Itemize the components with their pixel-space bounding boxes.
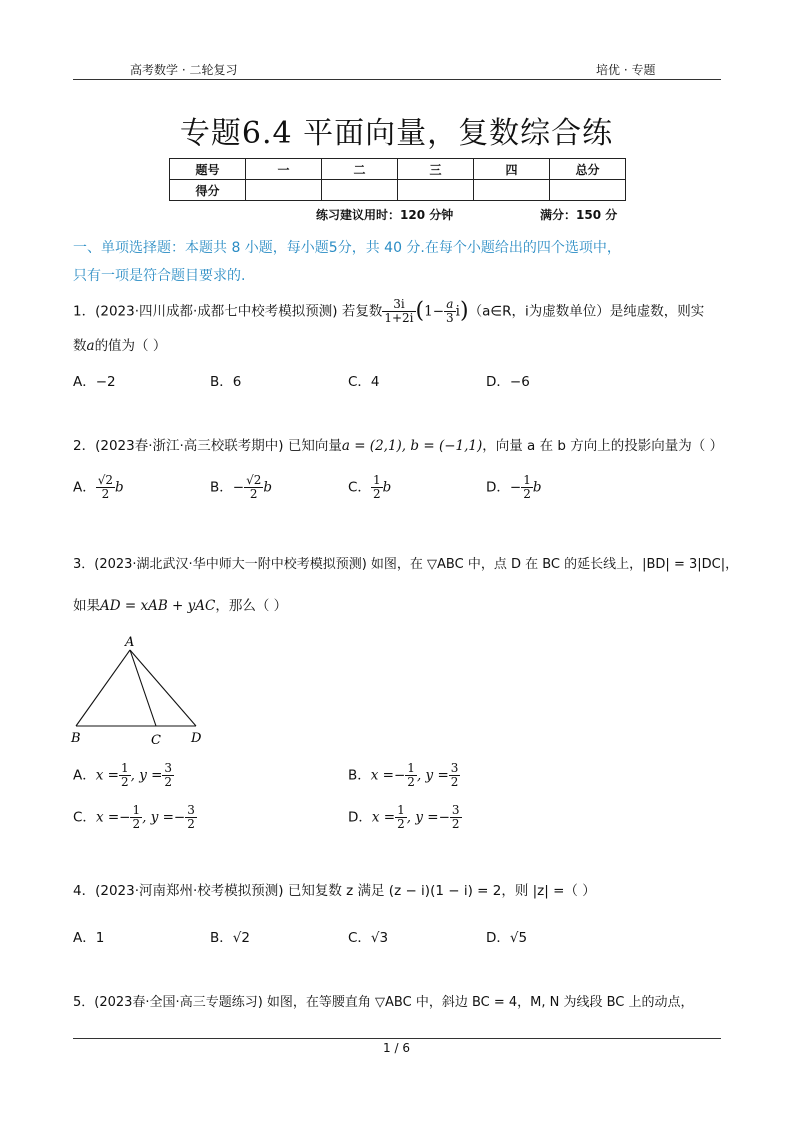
option-sign: − bbox=[509, 479, 522, 496]
option-x: x = bbox=[371, 809, 396, 826]
option-x-sign: − bbox=[119, 809, 131, 826]
question-3-line1: 3．(2023·湖北武汉·华中师大一附中校考模拟预测) 如图，在 ▽ABC 中，点 D 在 BC 的延长线上，|BD| = 3|DC|， bbox=[73, 557, 739, 572]
q2-option-b[interactable] bbox=[210, 474, 272, 501]
frac-numerator: 3 bbox=[187, 803, 195, 817]
score-cell-empty bbox=[322, 180, 398, 201]
question-1-line2 bbox=[73, 336, 166, 356]
score-table bbox=[169, 158, 626, 201]
frac-numerator: 1 bbox=[407, 761, 415, 775]
frac-denominator: 2 bbox=[451, 817, 460, 831]
frac-numerator: 1 bbox=[120, 761, 129, 775]
frac-denominator: 2 bbox=[187, 817, 195, 831]
score-cell: 总分 bbox=[550, 159, 626, 180]
label-b: B bbox=[71, 731, 81, 746]
option-x-fraction bbox=[130, 804, 142, 831]
q1-mid: （ bbox=[468, 303, 483, 320]
option-y-sign: − bbox=[438, 809, 450, 826]
header-rule bbox=[73, 79, 721, 80]
q1-line2-a: 数 bbox=[73, 338, 87, 354]
edge-ad bbox=[130, 650, 196, 726]
q1-option-d[interactable]: D．−6 bbox=[486, 374, 530, 390]
frac-denominator: 2 bbox=[397, 817, 405, 831]
question-2-line1 bbox=[73, 436, 723, 456]
question-3-line2 bbox=[73, 596, 287, 616]
footer-rule bbox=[73, 1038, 721, 1039]
option-y-fraction bbox=[185, 804, 197, 831]
option-y: , y = bbox=[416, 767, 449, 784]
score-cell-empty bbox=[398, 180, 474, 201]
option-vector: b bbox=[115, 479, 124, 496]
option-vector: b bbox=[532, 479, 542, 496]
label-d: D bbox=[191, 731, 202, 746]
frac-numerator: a bbox=[444, 298, 456, 312]
frac-numerator: 3 bbox=[164, 761, 173, 775]
q1-prefix: 1．(2023·四川成都·成都七中校考模拟预测) 若复数 bbox=[73, 303, 383, 320]
edge-ab bbox=[76, 650, 130, 726]
frac-numerator: 3i bbox=[382, 298, 415, 312]
option-y-fraction bbox=[450, 804, 462, 831]
frac-numerator: 3 bbox=[451, 803, 460, 817]
score-table-score-row bbox=[170, 180, 626, 201]
page-number: 1 / 6 bbox=[383, 1041, 410, 1055]
option-y: , y = bbox=[142, 809, 174, 826]
frac-numerator: 1 bbox=[397, 803, 405, 817]
frac-denominator: 2 bbox=[120, 775, 129, 789]
edge-ac bbox=[130, 650, 156, 726]
score-cell-empty bbox=[550, 180, 626, 201]
question-5-line1: 5．(2023春·全国·高三专题练习) 如图，在等腰直角 ▽ABC 中，斜边 BC = 4，M, N 为线段 BC 上的动点， bbox=[73, 995, 694, 1010]
q4-option-a[interactable]: A．1 bbox=[73, 930, 105, 946]
score-cell-empty bbox=[474, 180, 550, 201]
frac-denominator: 2 bbox=[407, 775, 415, 789]
frac-denominator: 2 bbox=[523, 487, 531, 501]
score-table-header-row bbox=[170, 159, 626, 180]
option-fraction bbox=[96, 474, 115, 501]
label-a: A bbox=[125, 635, 135, 650]
option-label: B． bbox=[348, 767, 371, 784]
option-y-fraction bbox=[449, 762, 461, 789]
q1-option-a[interactable]: A．−2 bbox=[73, 374, 116, 390]
q3-option-b[interactable] bbox=[348, 762, 460, 789]
label-c: C bbox=[151, 733, 161, 748]
option-x: x = bbox=[95, 809, 120, 826]
option-fraction bbox=[371, 474, 383, 501]
q2-prefix: 2．(2023春·浙江·高三校联考期中) 已知向量 bbox=[73, 438, 342, 454]
option-label: D． bbox=[486, 479, 510, 496]
q4-option-b[interactable]: B．√2 bbox=[210, 930, 250, 946]
q1-expr-left: 1− bbox=[424, 303, 445, 320]
score-cell: 二 bbox=[322, 159, 398, 180]
option-label: A． bbox=[73, 767, 96, 784]
section-heading-line1: 一、单项选择题：本题共 8 小题，每小题5分，共 40 分.在每个小题给出的四个选项中， bbox=[73, 240, 621, 256]
frac-denominator: 2 bbox=[249, 487, 258, 501]
q2-vector-b: b = (−1,1) bbox=[410, 438, 483, 454]
q2-option-a[interactable] bbox=[73, 474, 124, 501]
option-x-fraction bbox=[119, 762, 131, 789]
frac-numerator: 1 bbox=[523, 473, 531, 487]
score-cell: 题号 bbox=[170, 159, 246, 180]
suggested-time: 练习建议用时：120 分钟 bbox=[316, 208, 454, 222]
q2-vector-a: a = (2,1), bbox=[341, 438, 407, 454]
header-right: 培优 · 专题 bbox=[596, 63, 656, 77]
option-y: , y = bbox=[406, 809, 439, 826]
q1-condition: a∈R，i为虚数单位）是纯虚数，则实 bbox=[482, 303, 705, 320]
q1-option-c[interactable]: C．4 bbox=[348, 374, 380, 390]
option-vector: b bbox=[382, 479, 392, 496]
full-score: 满分：150 分 bbox=[540, 208, 618, 222]
q3-vector-equation: AD = xAB + yAC bbox=[100, 598, 216, 614]
option-y-sign: − bbox=[173, 809, 186, 826]
score-cell: 得分 bbox=[170, 180, 246, 201]
frac-numerator: 1 bbox=[132, 803, 141, 817]
q3-line2-a: 如果 bbox=[73, 598, 100, 614]
q3-line2-b: ，那么（ ） bbox=[215, 598, 288, 614]
option-sign: − bbox=[232, 479, 245, 496]
option-fraction bbox=[521, 474, 533, 501]
option-x-fraction bbox=[395, 804, 407, 831]
frac-denominator: 3 bbox=[446, 311, 454, 325]
frac-numerator: 1 bbox=[372, 473, 381, 487]
q3-option-c[interactable] bbox=[73, 804, 197, 831]
q1-option-b[interactable]: B．6 bbox=[210, 374, 242, 390]
option-y: , y = bbox=[130, 767, 163, 784]
option-vector: b bbox=[263, 479, 273, 496]
q1-paren-left: ( bbox=[415, 298, 425, 324]
score-cell: 四 bbox=[474, 159, 550, 180]
q2-option-d[interactable] bbox=[486, 474, 542, 501]
frac-denominator: 2 bbox=[101, 487, 110, 501]
option-x-sign: − bbox=[393, 767, 406, 784]
frac-denominator: 2 bbox=[164, 775, 173, 789]
header-left: 高考数学 · 二轮复习 bbox=[130, 63, 238, 77]
q1-fraction-2 bbox=[444, 298, 456, 325]
q1-var: a bbox=[86, 338, 95, 354]
q3-option-a[interactable] bbox=[73, 762, 174, 789]
score-cell: 三 bbox=[398, 159, 474, 180]
option-x: x = bbox=[95, 767, 119, 784]
q1-line2-b: 的值为（ ） bbox=[94, 338, 167, 354]
option-fraction bbox=[244, 474, 263, 501]
option-label: A． bbox=[73, 479, 96, 496]
option-label: C． bbox=[348, 479, 371, 496]
q3-option-d[interactable] bbox=[348, 804, 462, 831]
option-y-fraction bbox=[162, 762, 174, 789]
q4-option-d[interactable]: D．√5 bbox=[486, 930, 528, 946]
option-label: B． bbox=[210, 479, 233, 496]
question-4-line1: 4．(2023·河南郑州·校考模拟预测) 已知复数 z 满足 (z − i)(1 − i) = 2，则 |z| =（ ） bbox=[73, 883, 596, 899]
q1-paren-right: ) bbox=[460, 298, 469, 324]
q1-expr-right: i bbox=[455, 303, 460, 320]
option-x-fraction bbox=[405, 762, 417, 789]
frac-denominator: 2 bbox=[372, 487, 381, 501]
page-title: 专题6.4 平面向量，复数综合练 bbox=[179, 116, 614, 151]
frac-denominator: 1+2i bbox=[384, 311, 414, 325]
q1-fraction-1 bbox=[382, 298, 415, 325]
q4-option-c[interactable]: C．√3 bbox=[348, 930, 389, 946]
frac-numerator: √2 bbox=[97, 473, 114, 487]
score-cell-empty bbox=[246, 180, 322, 201]
section-heading-line2: 只有一项是符合题目要求的. bbox=[73, 268, 246, 284]
frac-numerator: √2 bbox=[246, 473, 262, 487]
option-label: C． bbox=[73, 809, 96, 826]
question-1-line1 bbox=[73, 298, 704, 325]
triangle-figure bbox=[68, 632, 218, 748]
frac-denominator: 2 bbox=[450, 775, 459, 789]
frac-denominator: 2 bbox=[132, 817, 141, 831]
q2-option-c[interactable] bbox=[348, 474, 391, 501]
option-label: D． bbox=[348, 809, 372, 826]
frac-numerator: 3 bbox=[450, 761, 459, 775]
option-x: x = bbox=[370, 767, 394, 784]
q2-suffix: ，向量 a 在 b 方向上的投影向量为（ ） bbox=[482, 438, 724, 454]
score-cell: 一 bbox=[246, 159, 322, 180]
